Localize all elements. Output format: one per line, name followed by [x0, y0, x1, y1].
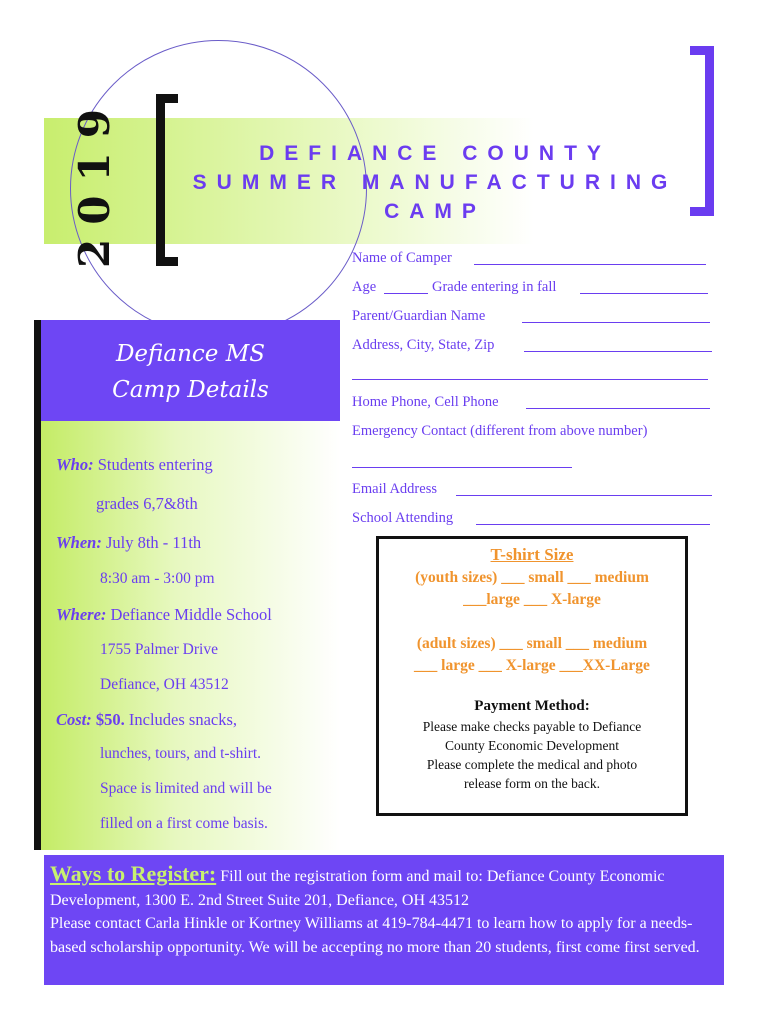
left-bracket	[156, 94, 178, 266]
when-times: 8:30 am - 3:00 pm	[100, 570, 215, 587]
details-heading-line-1: Defiance MS	[115, 341, 266, 367]
field-address-label: Address, City, State, Zip	[352, 337, 495, 353]
cost-line-4: filled on a first come basis.	[100, 815, 268, 832]
field-address-line[interactable]	[524, 351, 712, 352]
register-contact-text: Please contact Carla Hinkle or Kortney Williams at 419-784-4471 to learn how to apply for a needs-based scholarship opportunity. We will be accepting no more than 20 students, first come first served.	[50, 915, 700, 956]
details-heading-line-2: Camp Details	[112, 377, 269, 403]
year-label	[44, 94, 144, 268]
where-street: 1755 Palmer Drive	[100, 641, 218, 658]
cost-line-2: lunches, tours, and t-shirt.	[100, 745, 262, 762]
where-place: Defiance Middle School	[110, 605, 272, 624]
tshirt-adult-line-1: (adult sizes) ___ small ___ medium	[416, 635, 648, 652]
field-grade-line[interactable]	[580, 293, 708, 294]
where-label: Where:	[56, 605, 107, 624]
register-heading: Ways to Register:	[50, 861, 217, 886]
field-school-label: School Attending	[352, 510, 454, 526]
field-grade-label: Grade entering in fall	[432, 279, 557, 295]
right-bracket	[690, 46, 714, 216]
who-row	[56, 455, 213, 475]
payment-line-2: County Economic Development	[445, 738, 619, 753]
field-name-line[interactable]	[474, 264, 706, 265]
where-row	[56, 605, 272, 625]
field-email-line[interactable]	[456, 495, 712, 496]
field-phone-label: Home Phone, Cell Phone	[352, 394, 499, 410]
where-city: Defiance, OH 43512	[100, 676, 229, 693]
tshirt-adult-line-2: ___ large ___ X-large ___XX-Large	[414, 657, 650, 674]
who-text: Students entering	[97, 455, 213, 474]
register-mail-text: Fill out the registration form and mail to: Defiance County Economic Development, 1300 E. 2nd Street Suite 201, Defiance, OH 43512	[50, 868, 665, 909]
field-parent-line[interactable]	[522, 322, 710, 323]
field-age-label: Age	[352, 279, 377, 295]
payment-title: Payment Method:	[474, 698, 590, 714]
year-text: 2019	[69, 94, 119, 268]
field-emergency-label: Emergency Contact (different from above number)	[352, 423, 648, 439]
when-label: When:	[56, 533, 102, 552]
who-grades: grades 6,7&8th	[96, 494, 198, 513]
payment-line-3: Please complete the medical and photo	[426, 757, 638, 772]
tshirt-youth-line-2: ___large ___ X-large	[463, 591, 601, 608]
when-dates: July 8th - 11th	[105, 533, 202, 552]
payment-line-4: release form on the back.	[463, 776, 601, 791]
field-address-line-2[interactable]	[352, 379, 708, 380]
register-text	[50, 862, 726, 959]
cost-line-3: Space is limited and will be	[100, 780, 272, 797]
cost-label: Cost:	[56, 710, 92, 729]
details-heading	[41, 336, 340, 408]
title-line-3: CAMP	[384, 200, 486, 223]
field-name-label: Name of Camper	[352, 250, 452, 266]
cost-includes: Includes snacks,	[128, 710, 238, 729]
details-side-bar	[34, 320, 41, 850]
field-emergency-line[interactable]	[352, 467, 572, 468]
when-row	[56, 533, 201, 553]
cost-price: $50.	[95, 710, 125, 729]
field-email-label: Email Address	[352, 481, 437, 497]
field-phone-line[interactable]	[526, 408, 710, 409]
tshirt-youth-line-1: (youth sizes) ___ small ___ medium	[415, 569, 649, 586]
title-line-1: DEFIANCE COUNTY	[259, 142, 611, 165]
who-label: Who:	[56, 455, 94, 474]
payment-line-1: Please make checks payable to Defiance	[422, 719, 642, 734]
tshirt-title: T-shirt Size	[490, 545, 574, 564]
field-school-line[interactable]	[476, 524, 710, 525]
cost-row	[56, 710, 237, 730]
field-parent-label: Parent/Guardian Name	[352, 308, 486, 324]
field-age-line[interactable]	[384, 293, 428, 294]
title-line-2: SUMMER MANUFACTURING	[192, 171, 678, 194]
